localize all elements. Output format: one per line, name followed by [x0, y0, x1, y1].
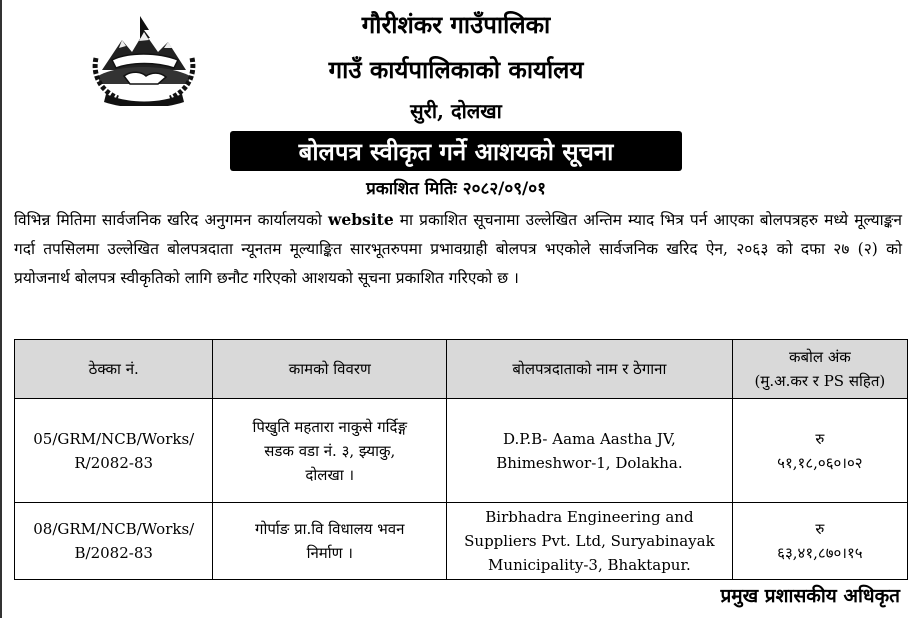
bid-acceptance-table [14, 339, 908, 580]
bidder-line: Birbhadra Engineering and [485, 508, 694, 526]
office-location: सुरी, दोलखा [410, 99, 502, 123]
header-bid-amount-note: (मु.अ.कर र PS सहित) [754, 372, 886, 390]
contract-no-line: B/2082-83 [74, 544, 153, 562]
header-work-description: कामको विवरण [213, 340, 447, 399]
work-description-cell [213, 503, 447, 580]
description-line: निर्माण । [306, 544, 353, 562]
notice-body-part1: विभिन्न मितिमा सार्वजनिक खरिद अनुगमन कार्यालयको [14, 211, 322, 229]
bidder-line: Bhimeshwor-1, Dolakha. [496, 453, 683, 472]
published-label: प्रकाशित मितिः [366, 179, 457, 199]
signatory-title: प्रमुख प्रशासकीय अधिकृत [720, 585, 900, 607]
notice-title: बोलपत्र स्वीकृत गर्ने आशयको सूचना [298, 136, 614, 166]
table-header-row [15, 340, 908, 399]
bid-amount-value: ५१,१८,०६०।०२ [777, 453, 863, 472]
header-bidder-label: बोलपत्रदाताको नाम र ठेगाना [512, 360, 667, 378]
contract-no-cell [15, 503, 213, 580]
contract-no-line: 08/GRM/NCB/Works/ [33, 520, 195, 538]
contract-no-line: R/2082-83 [74, 453, 154, 472]
bidder-line: D.P.B- Aama Aastha JV, [503, 429, 676, 448]
work-description-cell [213, 399, 447, 503]
contract-no-line: 05/GRM/NCB/Works/ [33, 429, 195, 448]
header-bidder-name-address [447, 340, 733, 399]
notice-body-part2: मा प्रकाशित सूचनामा उल्लेखित अन्तिम म्याद भित्र पर्न आएका बोलपत्रहरु मध्ये मूल्याङ्कन गर्दा तपसिलमा उल्लेखित बोलपत्रदाता न्यूनतम मूल्याङ्कित सारभूतरुपमा प्रभावग्राही बोलपत्र भएकोले सार्वजनिक खरिद ऐन, २०६३ को दफा २७ (२) को प्रयोजनार्थ बोलपत्र स्वीकृतिको लागि छनौट गरिएको आशयको सूचना प्रकाशित गरिएको छ । [14, 211, 903, 287]
contract-no-cell [15, 399, 213, 503]
currency-symbol: रु [815, 520, 825, 538]
notice-body [14, 205, 902, 293]
bid-amount-value: ६३,४१,८७०।१५ [777, 544, 863, 562]
bidder-line: Municipality-3, Bhaktapur. [488, 556, 691, 574]
description-line: दोलखा । [305, 465, 355, 484]
bidder-cell [447, 503, 733, 580]
published-date-line [0, 178, 912, 200]
page-left-edge [0, 0, 2, 618]
bid-amount-cell [732, 503, 907, 580]
published-date: २०८२/०९/०१ [462, 179, 546, 199]
header-bid-amount [732, 340, 907, 399]
website-keyword: website [328, 210, 394, 229]
bidder-cell [447, 399, 733, 503]
bid-amount-cell [732, 399, 907, 503]
table-row [15, 503, 908, 580]
header-contract-no: ठेक्का नं. [15, 340, 213, 399]
description-line: सडक वडा नं. ३, झ्याकु, [264, 441, 396, 460]
description-line: गोर्पाङ प्रा.वि विधालय भवन [255, 520, 405, 538]
bidder-line: Suppliers Pvt. Ltd, Suryabinayak [464, 532, 715, 550]
municipality-name: गौरीशंकर गाउँपालिका [361, 10, 551, 39]
description-line: पिखुति महतारा नाकुसे गर्दिङ्ग [252, 417, 407, 436]
table-row [15, 399, 908, 503]
header-bid-amount-label: कबोल अंक [788, 348, 851, 366]
currency-symbol: रु [815, 429, 825, 448]
office-name: गाउँ कार्यपालिकाको कार्यालय [328, 55, 584, 84]
notice-title-banner [230, 131, 682, 171]
